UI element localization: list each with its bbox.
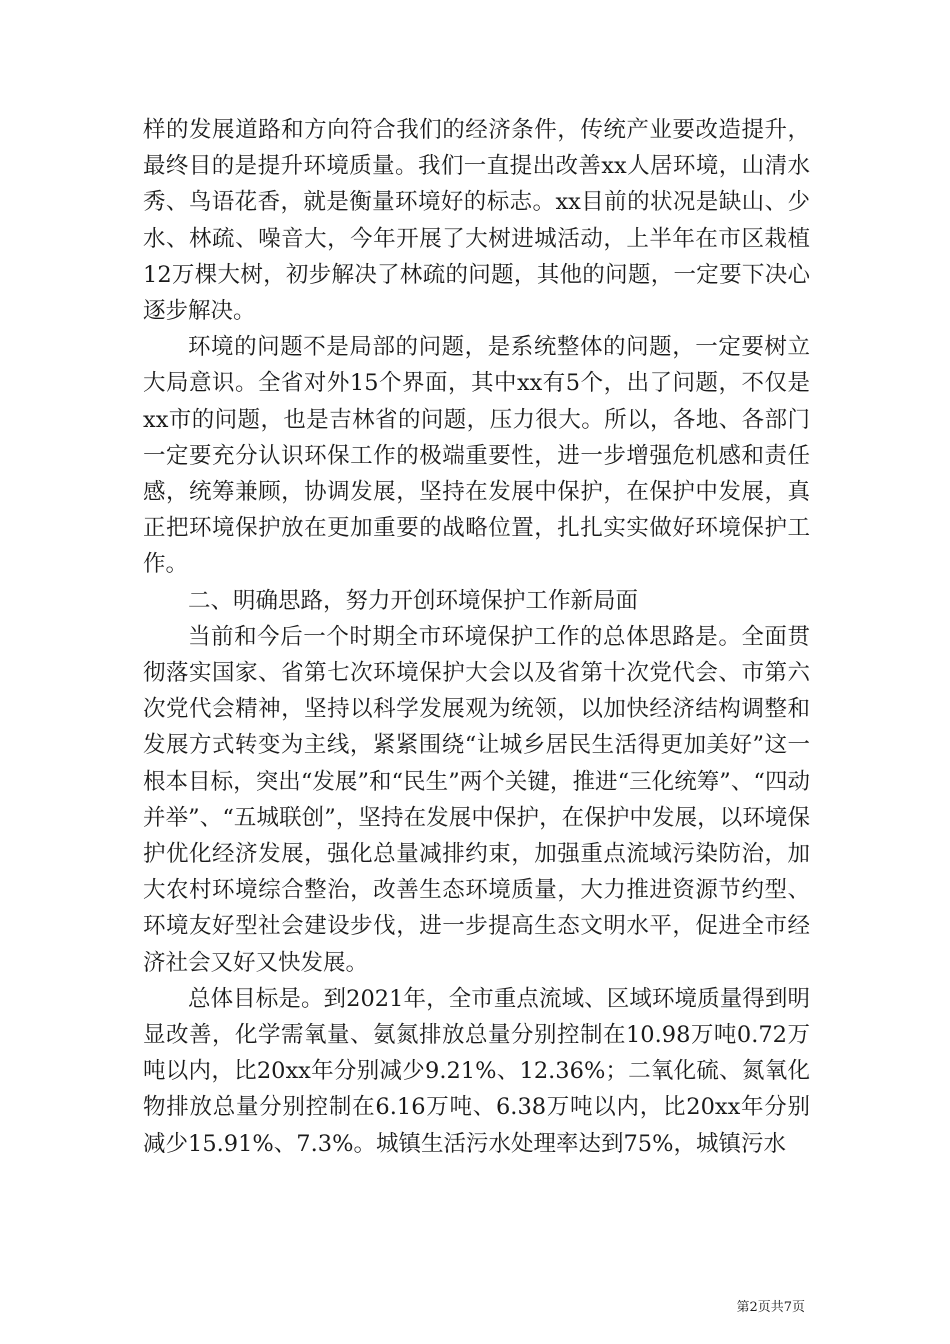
document-body [143,112,810,1162]
paragraph-continued: 样的发展道路和方向符合我们的经济条件，传统产业要改造提升，最终目的是提升环境质量。我们一直提出改善xx人居环境，山清水秀、鸟语花香，就是衡量环境好的标志。xx目前的状况是缺山、少水、林疏、噪音大，今年开展了大树进城活动，上半年在市区栽植12万棵大树，初步解决了林疏的问题，其他的问题，一定要下决心逐步解决。 [143,117,810,325]
paragraph: 环境的问题不是局部的问题，是系统整体的问题，一定要树立大局意识。全省对外15个界面，其中xx有5个，出了问题，不仅是xx市的问题，也是吉林省的问题，压力很大。所以，各地、各部门一定要充分认识环保工作的极端重要性，进一步增强危机感和责任感，统筹兼顾，协调发展，坚持在发展中保护，在保护中发展，真正把环境保护放在更加重要的战略位置，扎扎实实做好环境保护工作。 [143,334,810,578]
paragraph: 总体目标是。到2021年，全市重点流域、区域环境质量得到明显改善，化学需氧量、氨氮排放总量分别控制在10.98万吨0.72万吨以内，比20xx年分别减少9.21%、12.36%；二氧化硫、氮氧化物排放总量分别控制在6.16万吨、6.38万吨以内，比20xx年分别减少15.91%、7.3%。城镇生活污水处理率达到75%，城镇污水 [143,985,810,1157]
section-heading: 二、明确思路，努力开创环境保护工作新局面 [188,587,639,614]
page-number: 第2页共7页 [736,1300,805,1315]
paragraph: 当前和今后一个时期全市环境保护工作的总体思路是。全面贯彻落实国家、省第七次环境保护大会以及省第十次党代会、市第六次党代会精神，坚持以科学发展观为统领，以加快经济结构调整和发展方式转变为主线，紧紧围绕“让城乡居民生活得更加美好”这一根本目标，突出“发展”和“民生”两个关键，推进“三化统筹”、“四动并举”、“五城联创”，坚持在发展中保护，在保护中发展，以环境保护优化经济发展，强化总量减排约束，加强重点流域污染防治，加大农村环境综合整治，改善生态环境质量，大力推进资源节约型、环境友好型社会建设步伐，进一步提高生态文明水平，促进全市经济社会又好又快发展。 [143,623,810,976]
